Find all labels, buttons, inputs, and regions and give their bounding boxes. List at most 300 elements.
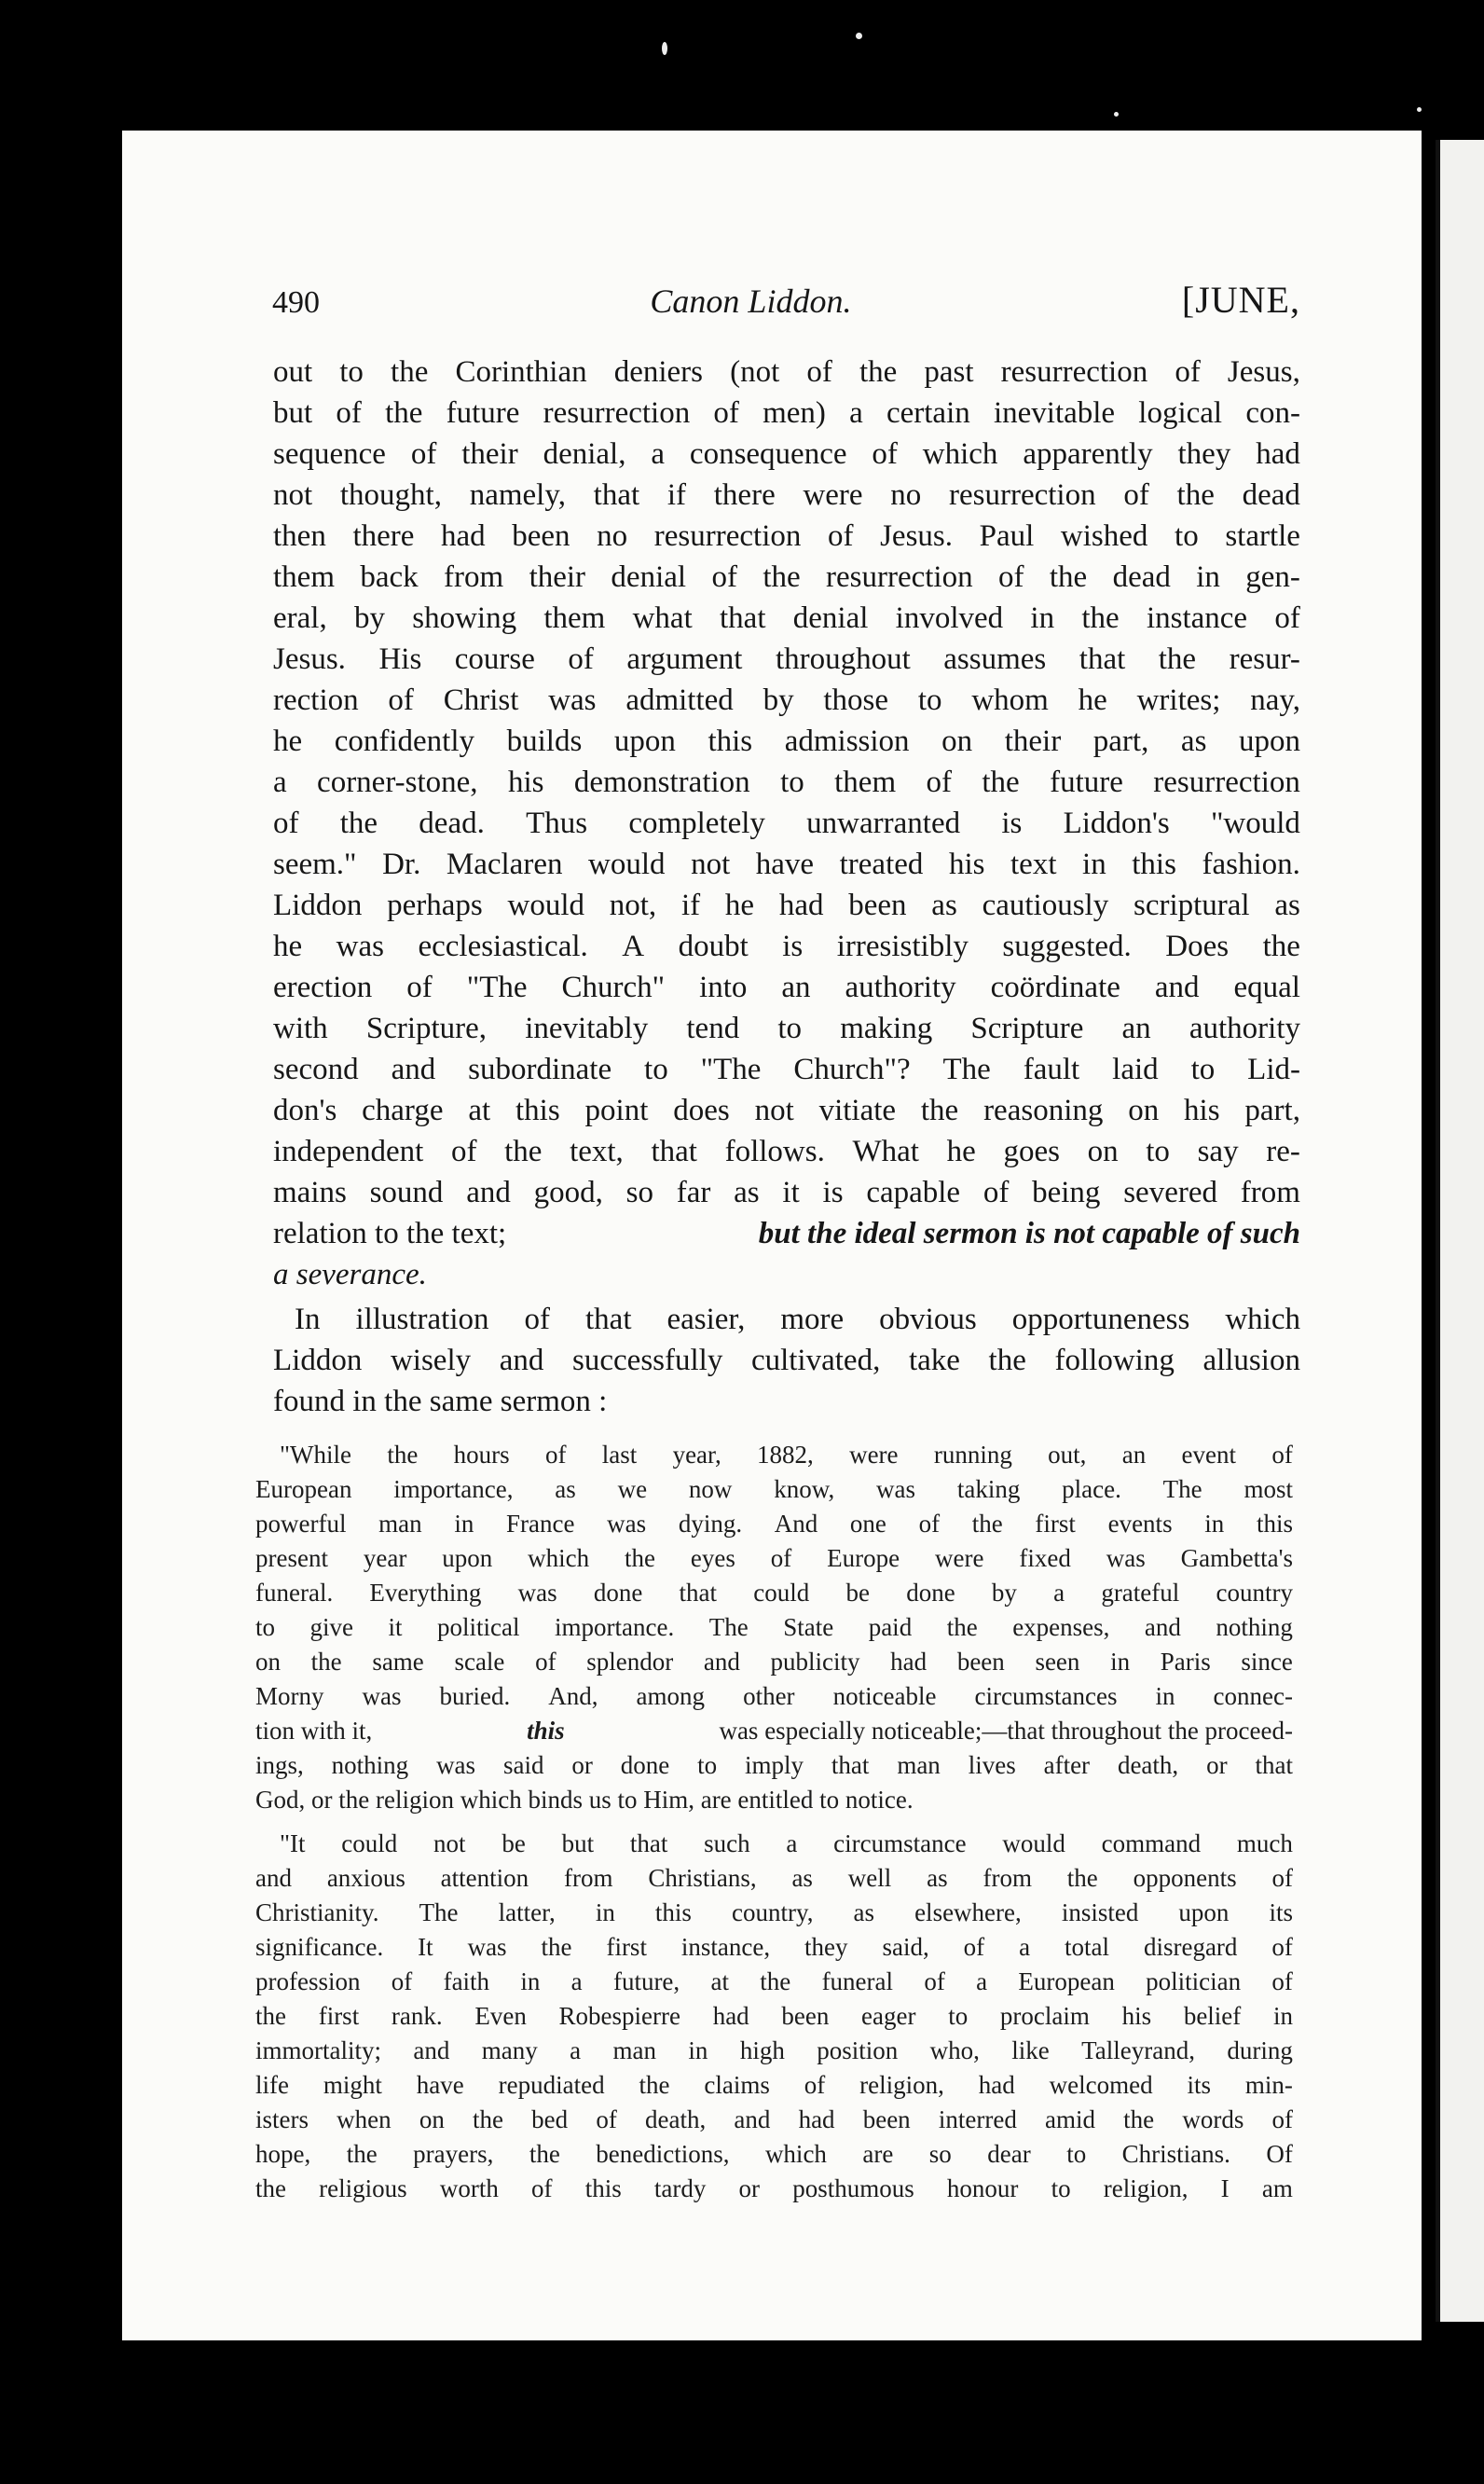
word: an [1121, 1441, 1147, 1469]
word: in [454, 1510, 474, 1538]
word: deniers [613, 355, 703, 389]
word: funeral [821, 1967, 894, 1995]
word: mains [273, 1176, 347, 1209]
word: apparently [1023, 437, 1153, 471]
word: during [1227, 2036, 1293, 2064]
word: wished [1060, 519, 1148, 553]
word: prayers, [413, 2140, 494, 2168]
word: in [520, 1967, 541, 1995]
word: equal [1233, 971, 1300, 1004]
word: position [817, 2036, 899, 2064]
word: inevitable [993, 396, 1116, 430]
word: ecclesiastical. [418, 930, 588, 963]
word: Europe [827, 1544, 900, 1572]
word: the [624, 1544, 655, 1572]
word: Christ [443, 683, 519, 717]
word: a [786, 1829, 798, 1857]
word: unwarranted [806, 807, 961, 840]
word: well [847, 1864, 892, 1892]
word: which [528, 1544, 590, 1572]
word: by [991, 1579, 1017, 1607]
word: as [931, 889, 957, 922]
word: eager [861, 2002, 916, 2030]
word: circumstance [833, 1829, 967, 1857]
word: on [1128, 1094, 1160, 1127]
word: and [499, 1344, 544, 1377]
word: instance, [680, 1933, 771, 1961]
word: as [927, 1864, 948, 1892]
word: the [982, 766, 1020, 799]
word: good, [533, 1176, 603, 1209]
word: vitiate [818, 1094, 897, 1127]
word: so [625, 1176, 653, 1209]
word: upon [613, 724, 676, 758]
word: much [1236, 1829, 1293, 1857]
word: would [1002, 1829, 1065, 1857]
word: European [1018, 1967, 1115, 1995]
word: sequence [273, 437, 386, 471]
word: of [926, 766, 952, 799]
word: in [1030, 601, 1055, 635]
word: and [466, 1176, 511, 1209]
word: done [593, 1579, 643, 1607]
text-line [273, 932, 1300, 962]
word: was [548, 683, 597, 717]
word: resurrection [826, 560, 973, 594]
page-header [272, 279, 1300, 321]
word: certain [886, 396, 970, 430]
word: coördinate [990, 971, 1120, 1004]
text-line [273, 398, 1300, 429]
word: one [849, 1510, 886, 1538]
word: fashion. [1202, 848, 1300, 881]
word: a [273, 766, 287, 799]
word: and [1144, 1613, 1181, 1641]
quote-line [255, 2176, 1293, 2201]
word: splendor [586, 1648, 674, 1676]
word: future [1050, 766, 1123, 799]
word: an [781, 971, 811, 1004]
word: had [441, 519, 486, 553]
word: know, [774, 1475, 835, 1503]
word: of [806, 355, 832, 389]
word: The [942, 1053, 991, 1086]
word: admitted [625, 683, 734, 717]
word: resurrection [949, 478, 1096, 512]
word: is [1001, 807, 1023, 840]
word: And [774, 1510, 818, 1538]
word: denial [792, 601, 869, 635]
word: that [831, 1751, 870, 1779]
word: would [507, 889, 584, 922]
word: done [620, 1751, 670, 1779]
word: dead. [419, 807, 485, 840]
word: be [845, 1579, 870, 1607]
word: an [1121, 1012, 1151, 1045]
quote-line [255, 2107, 1293, 2132]
word: was [467, 1933, 507, 1961]
word: scale [454, 1648, 505, 1676]
word: seen [1035, 1648, 1080, 1676]
word: isters [255, 2105, 309, 2133]
word: nothing [331, 1751, 409, 1779]
word: political [437, 1613, 520, 1641]
quote-line [255, 1615, 1293, 1640]
word: powerful [255, 1510, 347, 1538]
word: had [890, 1648, 928, 1676]
word: the [310, 1648, 342, 1676]
word: builds [506, 724, 583, 758]
word: of [997, 560, 1024, 594]
text-line [273, 1096, 1300, 1126]
word: were [803, 478, 863, 512]
word: not [433, 1829, 466, 1857]
word: his [1121, 2002, 1152, 2030]
word: give [309, 1613, 354, 1641]
word: and [703, 1648, 740, 1676]
word: had [978, 2071, 1015, 2099]
word: of [982, 1176, 1010, 1209]
word: a [570, 1967, 583, 1995]
word: importance, [393, 1475, 514, 1503]
quote-line [280, 1831, 1293, 1856]
word: said, [882, 1933, 929, 1961]
word: said [502, 1751, 544, 1779]
word: the [1081, 601, 1120, 635]
text-line [273, 726, 1300, 757]
word: 1882, [757, 1441, 814, 1469]
word: "The [466, 971, 528, 1004]
word: being [1032, 1176, 1101, 1209]
word: am [1261, 2174, 1293, 2202]
word: of [336, 396, 362, 430]
word: to [1066, 2140, 1087, 2168]
word: of [827, 519, 854, 553]
word: that [585, 1303, 632, 1336]
word: does [673, 1094, 730, 1127]
word: charge [362, 1094, 444, 1127]
word: among [636, 1682, 706, 1710]
word: hope, [255, 2140, 311, 2168]
word: belief [1183, 2002, 1242, 2030]
text-line [273, 890, 1300, 921]
word: the [971, 1510, 1003, 1538]
word: of [531, 2174, 553, 2202]
word: out [273, 355, 313, 389]
word: not [691, 848, 731, 881]
scan-speck [1417, 107, 1422, 112]
word: was [1106, 1544, 1146, 1572]
word: profession [255, 1967, 361, 1995]
word: country, [731, 1898, 814, 1926]
word: seem." [273, 848, 357, 881]
word: laid [1112, 1053, 1159, 1086]
word: follows. [724, 1135, 825, 1168]
word: of [410, 437, 437, 471]
word: faith [443, 1967, 490, 1995]
word: course [454, 642, 535, 676]
word: of [1271, 2105, 1293, 2133]
word: the [255, 2174, 286, 2202]
word: were [849, 1441, 899, 1469]
word: expenses, [1012, 1613, 1110, 1641]
word: this [1132, 848, 1176, 881]
word: had [712, 2002, 749, 2030]
word: death, [1117, 1751, 1179, 1779]
word: resur- [1229, 642, 1300, 676]
word: the [946, 1613, 978, 1641]
word: resurrection [1000, 355, 1148, 389]
word: place. [1062, 1475, 1121, 1503]
word: opportuneness [1011, 1303, 1190, 1336]
word: the [255, 2002, 286, 2030]
word: of [391, 1967, 413, 1995]
quote-line [255, 1649, 1293, 1675]
word: Dr. [382, 848, 421, 881]
word: was [362, 1682, 402, 1710]
text-line [273, 357, 1300, 388]
word: of [1271, 1441, 1293, 1469]
word: future, [612, 1967, 680, 1995]
word: of [535, 1648, 556, 1676]
word: welcomed [1049, 2071, 1153, 2099]
word: hours [453, 1441, 510, 1469]
word: then [273, 519, 326, 553]
text-line [295, 1304, 1300, 1335]
word: eral, [273, 601, 327, 635]
word: of [1123, 478, 1149, 512]
word: was [436, 1751, 476, 1779]
word: on [941, 724, 973, 758]
word: of [1175, 355, 1201, 389]
word: interred [938, 2105, 1017, 2133]
text-line [273, 603, 1300, 634]
word: no [890, 478, 922, 512]
word: country [1216, 1579, 1293, 1607]
word: to [644, 1053, 668, 1086]
word: in [1110, 1648, 1131, 1676]
text-line [273, 1055, 1300, 1085]
word: in [595, 1898, 615, 1926]
word: of [711, 560, 737, 594]
word: the [1066, 1864, 1098, 1892]
word: their [1004, 724, 1062, 758]
word: to [697, 1751, 718, 1779]
word: been [862, 2105, 911, 2133]
word: but [273, 396, 313, 430]
word: so [928, 2140, 952, 2168]
word: of [713, 396, 739, 430]
word: religion, [859, 2071, 944, 2099]
word: was [876, 1475, 916, 1503]
word: the [920, 1094, 959, 1127]
word: of [770, 1544, 792, 1572]
word: like [1011, 2036, 1050, 2064]
word: been [512, 519, 570, 553]
word: resurrection [543, 396, 691, 430]
text-line [273, 808, 1300, 839]
quote-line [255, 1546, 1293, 1571]
word: illustration [355, 1303, 489, 1336]
word: repudiated [498, 2071, 605, 2099]
word: in [1272, 2002, 1293, 2030]
word: Christians, [648, 1864, 757, 1892]
word: publicity [770, 1648, 860, 1676]
word: A [622, 930, 645, 963]
word: treated [839, 848, 924, 881]
word: a [1019, 1933, 1031, 1961]
word: the [1176, 478, 1215, 512]
quote-line [255, 2142, 1293, 2167]
word: was [607, 1510, 647, 1538]
text-line [273, 1178, 1300, 1208]
text-line-italic [273, 1260, 1300, 1290]
word: been [848, 889, 907, 922]
word: allusion [1202, 1344, 1300, 1377]
word: following [1054, 1344, 1175, 1377]
word: from [982, 1864, 1032, 1892]
word: in [1082, 848, 1106, 881]
word: logical [1138, 396, 1223, 430]
word: that [651, 1135, 697, 1168]
quote-line [255, 1580, 1293, 1606]
word: noticeable [832, 1682, 937, 1710]
word: and [255, 1864, 292, 1892]
quote-line [255, 2004, 1293, 2029]
word: from [1240, 1176, 1300, 1209]
word: goes [1003, 1135, 1060, 1168]
word: there [352, 519, 415, 553]
word: sound [369, 1176, 444, 1209]
word: its [1269, 1898, 1293, 1926]
word: of [524, 1303, 550, 1336]
word: to [1146, 1135, 1170, 1168]
word: many [481, 2036, 538, 2064]
word: the [541, 1933, 572, 1961]
word: to [1190, 1053, 1216, 1086]
word: dying. [678, 1510, 743, 1538]
word: this [584, 2174, 622, 2202]
word: that [1079, 642, 1126, 676]
word: the [529, 2140, 560, 2168]
word: upon [442, 1544, 493, 1572]
word: writes; [1136, 683, 1221, 717]
word: benedictions, [596, 2140, 730, 2168]
word: In [295, 1303, 321, 1336]
word: to [777, 1012, 803, 1045]
word: was [336, 930, 384, 963]
italic-text: this [527, 1717, 565, 1745]
word: what [632, 601, 693, 635]
text-line [273, 1137, 1300, 1167]
word: year, [672, 1441, 721, 1469]
word: that [593, 478, 640, 512]
word: he [1078, 683, 1107, 717]
word: Church" [561, 971, 666, 1004]
word: those [823, 683, 889, 717]
word: no [597, 519, 628, 553]
word: to [917, 683, 942, 717]
word: now [688, 1475, 733, 1503]
quote-line [255, 1684, 1293, 1709]
word: Liddon [273, 889, 363, 922]
word: it [782, 1176, 800, 1209]
word: capable [866, 1176, 961, 1209]
word: the [760, 1967, 791, 1995]
word: he [273, 724, 303, 758]
word: religion, [1103, 2174, 1189, 2202]
word: as [1274, 889, 1300, 922]
word: What [852, 1135, 919, 1168]
scan-speck [662, 42, 667, 55]
word: the [387, 1441, 419, 1469]
word: scriptural [1133, 889, 1250, 922]
word: immortality; [255, 2036, 381, 2064]
word: he [273, 930, 303, 963]
word: or [738, 2174, 761, 2202]
word: out, [1048, 1441, 1087, 1469]
text-line [273, 1014, 1300, 1044]
text-line [273, 439, 1300, 470]
word: cautiously [982, 889, 1109, 922]
word: in [688, 2036, 708, 2064]
word: nothing [1216, 1613, 1293, 1641]
word: not [754, 1094, 794, 1127]
text-fragment: tion with it, [255, 1717, 373, 1745]
word: a [651, 437, 666, 471]
word: from [444, 560, 504, 594]
word: far [676, 1176, 711, 1209]
word: significance. [255, 1933, 384, 1961]
word: since [1241, 1648, 1293, 1676]
word: that [629, 1829, 668, 1857]
word: "It [280, 1829, 306, 1857]
word: Church"? [793, 1053, 911, 1086]
word: denial, [543, 437, 626, 471]
word: text [1010, 848, 1057, 881]
word: of [918, 1510, 941, 1538]
text-line [273, 973, 1300, 1003]
word: "would [1210, 807, 1300, 840]
word: Robespierre [558, 2002, 680, 2030]
quote-line [255, 1935, 1293, 1960]
word: men) [763, 396, 826, 430]
word: con- [1245, 396, 1300, 430]
word: subordinate [468, 1053, 612, 1086]
word: independent [273, 1135, 424, 1168]
word: France [506, 1510, 575, 1538]
word: to [339, 355, 364, 389]
word: that [1255, 1751, 1293, 1779]
word: upon [1239, 724, 1300, 758]
text-line [273, 521, 1300, 552]
word: rank. [391, 2002, 443, 2030]
page-number: 490 [272, 285, 320, 320]
word: imply [745, 1751, 804, 1779]
text-line-mixed [273, 1219, 1300, 1249]
word: Christians. [1121, 2140, 1230, 2168]
word: rection [273, 683, 359, 717]
word: authority [845, 971, 956, 1004]
word: the [1158, 642, 1197, 676]
word: is [782, 930, 804, 963]
word: of [1271, 1933, 1293, 1961]
word: Paul [979, 519, 1035, 553]
word: upon [1178, 1898, 1230, 1926]
word: by [353, 601, 385, 635]
word: Scripture, [365, 1012, 488, 1045]
word: involved [895, 601, 1004, 635]
